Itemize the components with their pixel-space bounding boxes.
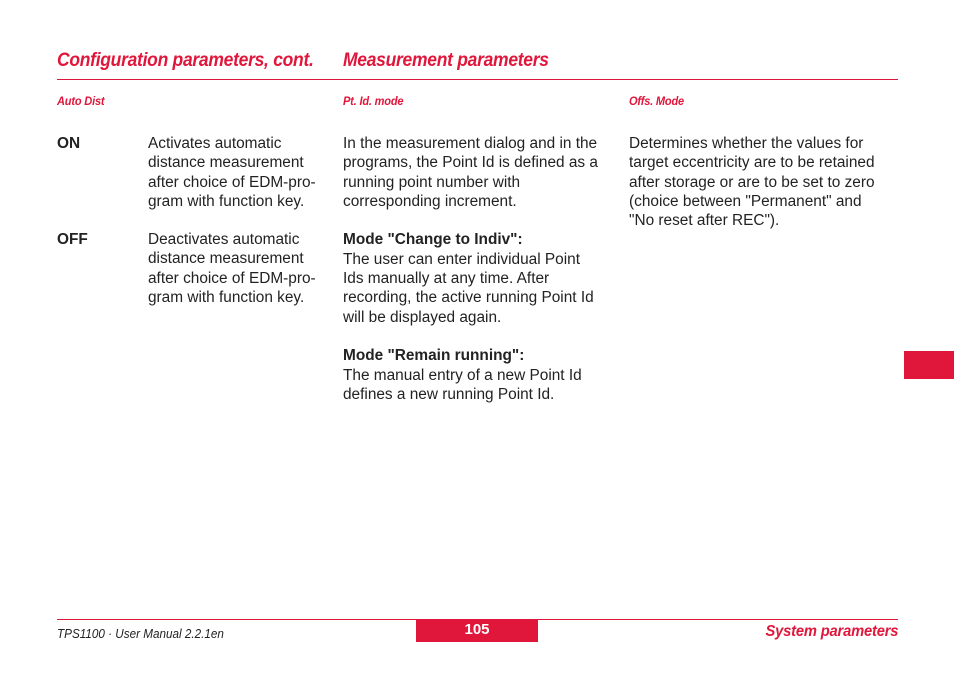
option-on-term: ON [57,135,81,152]
text-line: programs, the Point Id is defined as a [343,154,598,172]
text-line: target eccentricity are to be retained [629,154,875,172]
auto-dist-heading: Auto Dist [57,94,105,108]
pt-id-mode-body [343,134,598,404]
option-off-description [148,230,316,307]
text-line: gram with function key. [148,192,305,210]
footer-manual-title: TPS1100 · User Manual 2.2.1en [57,626,224,641]
text-line: after choice of EDM-pro- [148,173,316,191]
page-number: 105 [416,620,538,642]
text-line: will be displayed again. [343,308,502,326]
offs-mode-heading: Offs. Mode [629,94,685,108]
text-line: Deactivates automatic [148,231,300,248]
header-rule [57,79,898,80]
text-line: distance measurement [148,250,304,268]
text-line: corresponding increment. [343,192,517,210]
option-on-description [148,134,316,211]
mode-remain-running-title: Mode "Remain running": [343,347,525,365]
text-line: after storage or are to be set to zero [629,173,875,191]
text-line: The user can enter individual Point [343,250,580,268]
text-line: distance measurement [148,154,304,172]
text-line: running point number with [343,173,521,191]
text-line: The manual entry of a new Point Id [343,366,582,384]
text-line: recording, the active running Point Id [343,289,594,307]
text-line: Determines whether the values for [629,135,864,152]
footer-section-title: System parameters [765,623,898,640]
text-line: "No reset after REC"). [629,212,780,230]
text-line: (choice between "Permanent" and [629,192,862,210]
offs-mode-body [629,134,875,230]
text-line: after choice of EDM-pro- [148,269,316,287]
chapter-tab-marker [904,351,954,379]
header-right-title: Measurement parameters [343,50,549,71]
option-off-term: OFF [57,231,88,248]
mode-change-to-indiv-title: Mode "Change to Indiv": [343,231,523,249]
text-line: gram with function key. [148,288,305,306]
text-line: In the measurement dialog and in the [343,135,598,152]
header-left-title: Configuration parameters, cont. [57,50,314,71]
pt-id-mode-heading: Pt. Id. mode [343,94,404,108]
text-line: Activates automatic [148,135,282,152]
text-line: defines a new running Point Id. [343,385,555,403]
text-line: Ids manually at any time. After [343,270,550,288]
